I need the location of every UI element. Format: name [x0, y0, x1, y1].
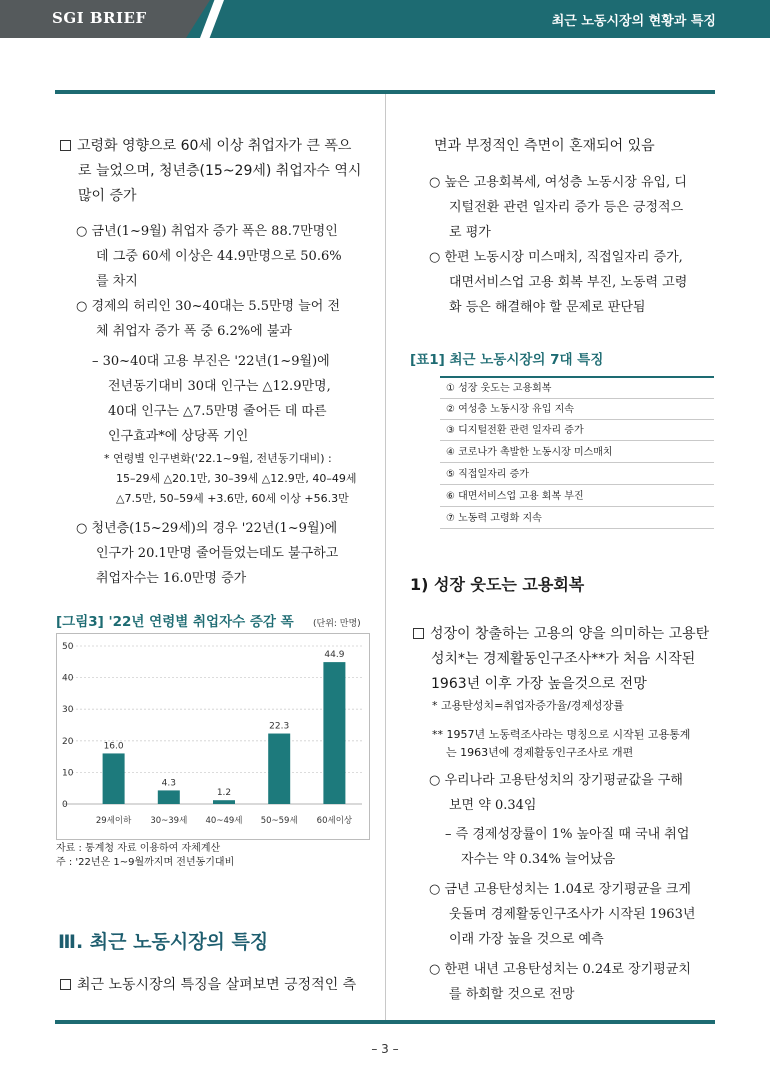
x-tick-label: 60세이상 — [316, 816, 353, 826]
text-line: 로 늘었으며, 청년층(15~29세) 취업자수 역시 — [78, 163, 362, 179]
right-bullet-4 — [429, 877, 724, 952]
text-line: 고령화 영향으로 60세 이상 취업자가 큰 폭으 — [77, 138, 352, 154]
bar-value-label: 44.9 — [324, 650, 345, 661]
left-bullet-3 — [76, 516, 376, 591]
y-tick-label: 0 — [62, 800, 68, 810]
circle-bullet-icon: ○ — [76, 521, 92, 536]
left-bullet-1 — [76, 219, 376, 294]
figure-source: 자료 : 통계청 자료 이용하여 자체계산 — [56, 843, 221, 854]
circle-bullet-icon: ○ — [76, 299, 92, 314]
text-line: 금년 고용탄성치는 1.04로 장기평균을 크게 — [444, 882, 691, 897]
text-line: 이래 가장 높을 것으로 예측 — [449, 932, 604, 947]
text-line: 한편 내년 고용탄성치는 0.24로 장기평균치 — [444, 962, 691, 977]
figure-note: 주 : '22년은 1~9월까지며 전년동기대비 — [56, 857, 235, 868]
right-note-1: * 고용탄성치=취업자증가율/경제성장률 — [432, 699, 624, 712]
x-tick-label: 29세이하 — [95, 816, 132, 826]
brand-label: SGI BRIEF — [52, 9, 147, 27]
bar — [213, 800, 235, 804]
text-line: 인구가 20.1만명 줄어들었는데도 불구하고 — [96, 546, 339, 561]
dash-bullet: – — [92, 354, 103, 369]
bar-value-label: 22.3 — [269, 721, 290, 732]
text-line: 많이 증가 — [78, 188, 137, 204]
x-tick-label: 40~49세 — [205, 816, 243, 826]
text-line: 로 평가 — [449, 225, 491, 240]
text-line: 한편 노동시장 미스매치, 직접일자리 증가, — [444, 250, 683, 265]
section-title: Ⅲ. 최근 노동시장의 특징 — [58, 931, 269, 953]
text-line: 1963년 이후 가장 높을것으로 전망 — [431, 676, 647, 692]
bar — [323, 662, 345, 804]
text-line: 최근 노동시장의 특징을 살펴보면 긍정적인 측 — [77, 977, 357, 993]
text-line: * 연령별 인구변화('22.1~9월, 전년동기대비) : — [104, 452, 332, 465]
bar — [103, 753, 125, 804]
circle-bullet-icon: ○ — [429, 175, 445, 190]
dash-bullet: – — [445, 827, 456, 842]
bar — [158, 790, 180, 804]
text-line: ** 1957년 노동력조사라는 명칭으로 시작된 고용통계 — [432, 728, 691, 741]
left-paragraph-2 — [60, 973, 375, 998]
table-row: ② 여성층 노동시장 유입 지속 — [440, 399, 714, 420]
header-title: 최근 노동시장의 현황과 특징 — [551, 14, 716, 29]
right-dash-1 — [445, 822, 725, 872]
page-number: – 3 – — [371, 1042, 399, 1056]
text-line: 화 등은 해결해야 할 문제로 판단됨 — [449, 300, 646, 315]
text-line: 금년(1~9월) 취업자 증가 폭은 88.7만명인 — [91, 224, 338, 239]
figure-caption: [그림3] '22년 연령별 취업자수 증감 폭 — [56, 614, 294, 630]
text-line: 보면 약 0.34임 — [449, 798, 537, 813]
text-line: 높은 고용회복세, 여성층 노동시장 유입, 디 — [444, 175, 687, 190]
circle-bullet-icon: ○ — [429, 773, 445, 788]
table-row: ⑤ 직접일자리 증가 — [440, 464, 714, 485]
text-line: 우리나라 고용탄성치의 장기평균값을 구해 — [444, 773, 683, 788]
text-line: 웃돌며 경제활동인구조사가 시작된 1963년 — [449, 907, 696, 922]
square-bullet-icon — [60, 140, 71, 151]
left-footnote — [104, 449, 372, 509]
text-line: △7.5만, 50–59세 +3.6만, 60세 이상 +56.3만 — [116, 492, 349, 505]
right-bullet-1 — [429, 170, 724, 245]
figure-unit: (단위: 만명) — [313, 619, 361, 629]
text-line: 를 하회할 것으로 전망 — [449, 987, 575, 1002]
bar-value-label: 1.2 — [216, 788, 232, 799]
text-line: 15–29세 △20.1만, 30–39세 △12.9만, 40–49세 — [116, 472, 357, 485]
chart-frame — [57, 634, 370, 840]
square-bullet-icon — [413, 628, 424, 639]
text-line: 경제의 허리인 30~40대는 5.5만명 늘어 전 — [91, 299, 341, 314]
text-line: 전년동기대비 30대 인구는 △12.9만명, — [108, 379, 331, 394]
table-row: ① 성장 웃도는 고용회복 — [440, 378, 714, 399]
table-row: ④ 코로나가 촉발한 노동시장 미스매치 — [440, 442, 714, 463]
right-continuation: 면과 부정적인 측면이 혼재되어 있음 — [434, 138, 655, 154]
text-line: 체 취업자 증가 폭 중 6.2%에 불과 — [96, 324, 292, 339]
text-line: 성치*는 경제활동인구조사**가 처음 시작된 — [431, 651, 696, 667]
text-line: 성장이 창출하는 고용의 양을 의미하는 고용탄 — [430, 626, 710, 642]
text-line: 30~40대 고용 부진은 '22년(1~9월)에 — [102, 354, 330, 369]
circle-bullet-icon: ○ — [429, 882, 445, 897]
text-line: 지털전환 관련 일자리 증가 등은 긍정적으 — [449, 200, 684, 215]
text-line: 데 그중 60세 이상은 44.9만명으로 50.6% — [96, 249, 342, 264]
text-line: 인구효과*에 상당폭 기인 — [108, 429, 249, 444]
table-row: ⑦ 노동력 고령화 지속 — [440, 508, 714, 529]
left-dash-1 — [92, 349, 372, 449]
table-title: [표1] 최근 노동시장의 7대 특징 — [410, 352, 604, 368]
text-line: 취업자수는 16.0만명 증가 — [96, 571, 247, 586]
circle-bullet-icon: ○ — [429, 250, 445, 265]
y-tick-label: 30 — [62, 705, 74, 716]
y-tick-label: 40 — [62, 673, 74, 684]
x-tick-label: 50~59세 — [260, 816, 298, 826]
bar-value-label: 4.3 — [161, 778, 176, 789]
bar-chart — [56, 633, 370, 840]
text-line: 청년층(15~29세)의 경우 '22년(1~9월)에 — [91, 521, 338, 536]
square-bullet-icon — [60, 979, 71, 990]
right-bullet-5 — [429, 957, 724, 1007]
right-bullet-3 — [429, 768, 724, 818]
column-divider — [385, 94, 386, 1020]
table-row: ⑥ 대면서비스업 고용 회복 부진 — [440, 486, 714, 507]
text-line: 대면서비스업 고용 회복 부진, 노동력 고령 — [449, 275, 688, 290]
bottom-rule — [55, 1020, 715, 1024]
bar-value-label: 16.0 — [103, 741, 124, 752]
text-line: 40대 인구는 △7.5만명 줄어든 데 따른 — [108, 404, 327, 419]
subsection-title: 1) 성장 웃도는 고용회복 — [410, 575, 585, 594]
left-paragraph-1 — [60, 134, 370, 209]
text-line: 를 차지 — [96, 274, 138, 289]
table-row: ③ 디지털전환 관련 일자리 증가 — [440, 420, 714, 441]
text-line: 자수는 약 0.34% 늘어났음 — [461, 852, 616, 867]
text-line: 즉 경제성장률이 1% 높아질 때 국내 취업 — [455, 827, 690, 842]
text-line: 는 1963년에 경제활동인구조사로 개편 — [446, 746, 634, 759]
y-tick-label: 20 — [62, 736, 74, 747]
circle-bullet-icon: ○ — [76, 224, 92, 239]
y-tick-label: 50 — [62, 642, 74, 652]
right-paragraph-1 — [413, 622, 718, 697]
right-note-2 — [432, 726, 722, 762]
y-tick-label: 10 — [62, 768, 74, 779]
bar — [268, 734, 290, 804]
left-bullet-2 — [76, 294, 376, 344]
circle-bullet-icon: ○ — [429, 962, 445, 977]
x-tick-label: 30~39세 — [150, 816, 188, 826]
right-bullet-2 — [429, 245, 724, 320]
